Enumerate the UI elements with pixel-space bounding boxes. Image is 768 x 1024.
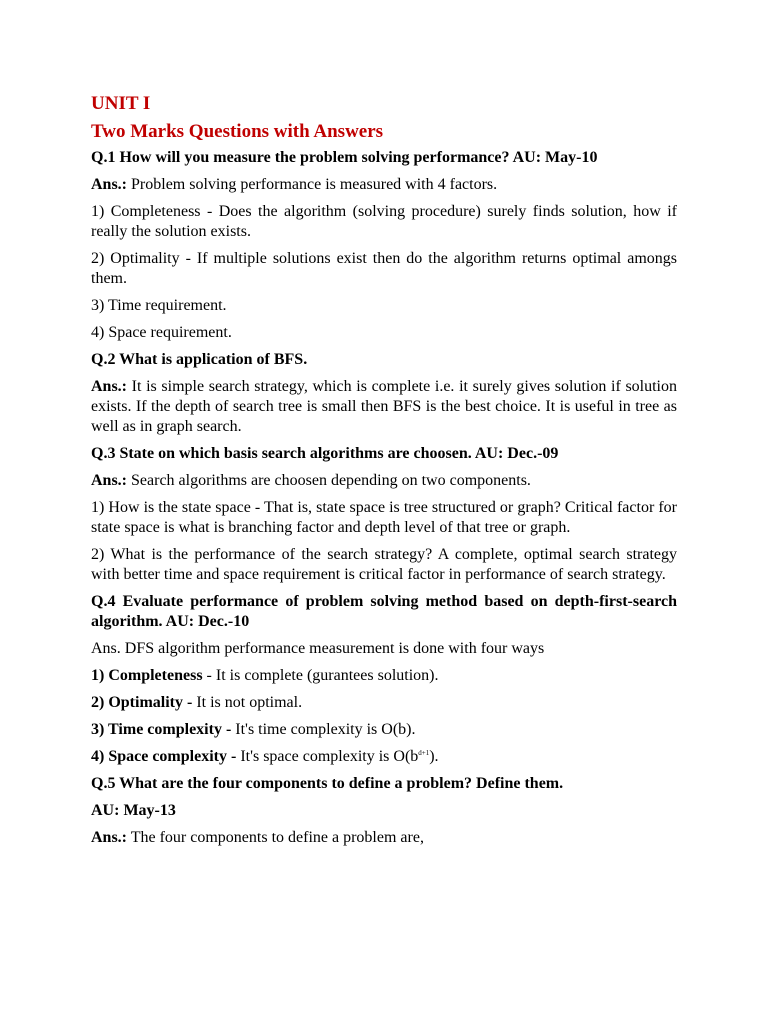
exponent: d+1 [418,749,430,757]
answer-4-item-2 [91,693,677,713]
answer-2 [91,377,677,437]
answer-1-point-4: 4) Space requirement. [91,324,232,341]
answer-3 [91,471,677,491]
answer-text: The four components to define a problem are, [127,829,424,846]
question-5: Q.5 What are the four components to define a problem? Define them. [91,775,564,792]
answer-4-item-1 [91,666,677,686]
item-text: It's time complexity is O(b). [231,721,416,738]
item-label: 4) Space complexity - [91,748,237,765]
answer-4-item-3 [91,720,677,740]
answer-3-point-2: 2) What is the performance of the search strategy? A complete, optimal search strategy with better time and space requirement is critical factor in performance of search strategy. [91,546,677,583]
answer-label: Ans.: [91,472,128,489]
answer-text: It is simple search strategy, which is complete i.e. it surely gives solution if solution exists. If the depth of search tree is small then BFS is the best choice. It is useful in tree as well as in graph search. [91,378,677,435]
item-label: 2) Optimality - [91,694,193,711]
item-label: 3) Time complexity - [91,721,232,738]
answer-label: Ans.: [91,176,128,193]
item-text: It's space complexity is O(b [236,748,419,765]
answer-5 [91,828,677,848]
answer-1-point-1: 1) Completeness - Does the algorithm (solving procedure) surely finds solution, how if really the solution exists. [91,203,677,240]
item-text: It is not optimal. [192,694,303,711]
answer-1-point-3: 3) Time requirement. [91,297,227,314]
unit-title: UNIT I [91,93,151,114]
answer-4-item-4 [91,747,677,767]
question-2: Q.2 What is application of BFS. [91,351,308,368]
question-4: Q.4 Evaluate performance of problem solving method based on depth-first-search algorithm. AU: Dec.-10 [91,593,677,630]
item-text-end: ). [429,748,439,765]
section-title: Two Marks Questions with Answers [91,121,384,142]
document-content [91,92,677,855]
answer-text: Problem solving performance is measured with 4 factors. [127,176,498,193]
answer-1 [91,175,677,195]
answer-text: Search algorithms are choosen depending on two components. [127,472,531,489]
question-5-exam: AU: May-13 [91,802,176,819]
item-text: - It is complete (gurantees solution). [202,667,439,684]
answer-3-point-1: 1) How is the state space - That is, state space is tree structured or graph? Critical factor for state space is what is branching factor and depth level of that tree or graph. [91,499,677,536]
item-label: 1) Completeness [91,667,203,684]
question-3: Q.3 State on which basis search algorithms are choosen. AU: Dec.-09 [91,445,559,462]
answer-label: Ans.: [91,378,128,395]
answer-label: Ans.: [91,829,128,846]
answer-4: Ans. DFS algorithm performance measurement is done with four ways [91,640,545,657]
answer-1-point-2: 2) Optimality - If multiple solutions exist then do the algorithm returns optimal amongs them. [91,250,677,287]
question-1: Q.1 How will you measure the problem solving performance? AU: May-10 [91,149,598,166]
